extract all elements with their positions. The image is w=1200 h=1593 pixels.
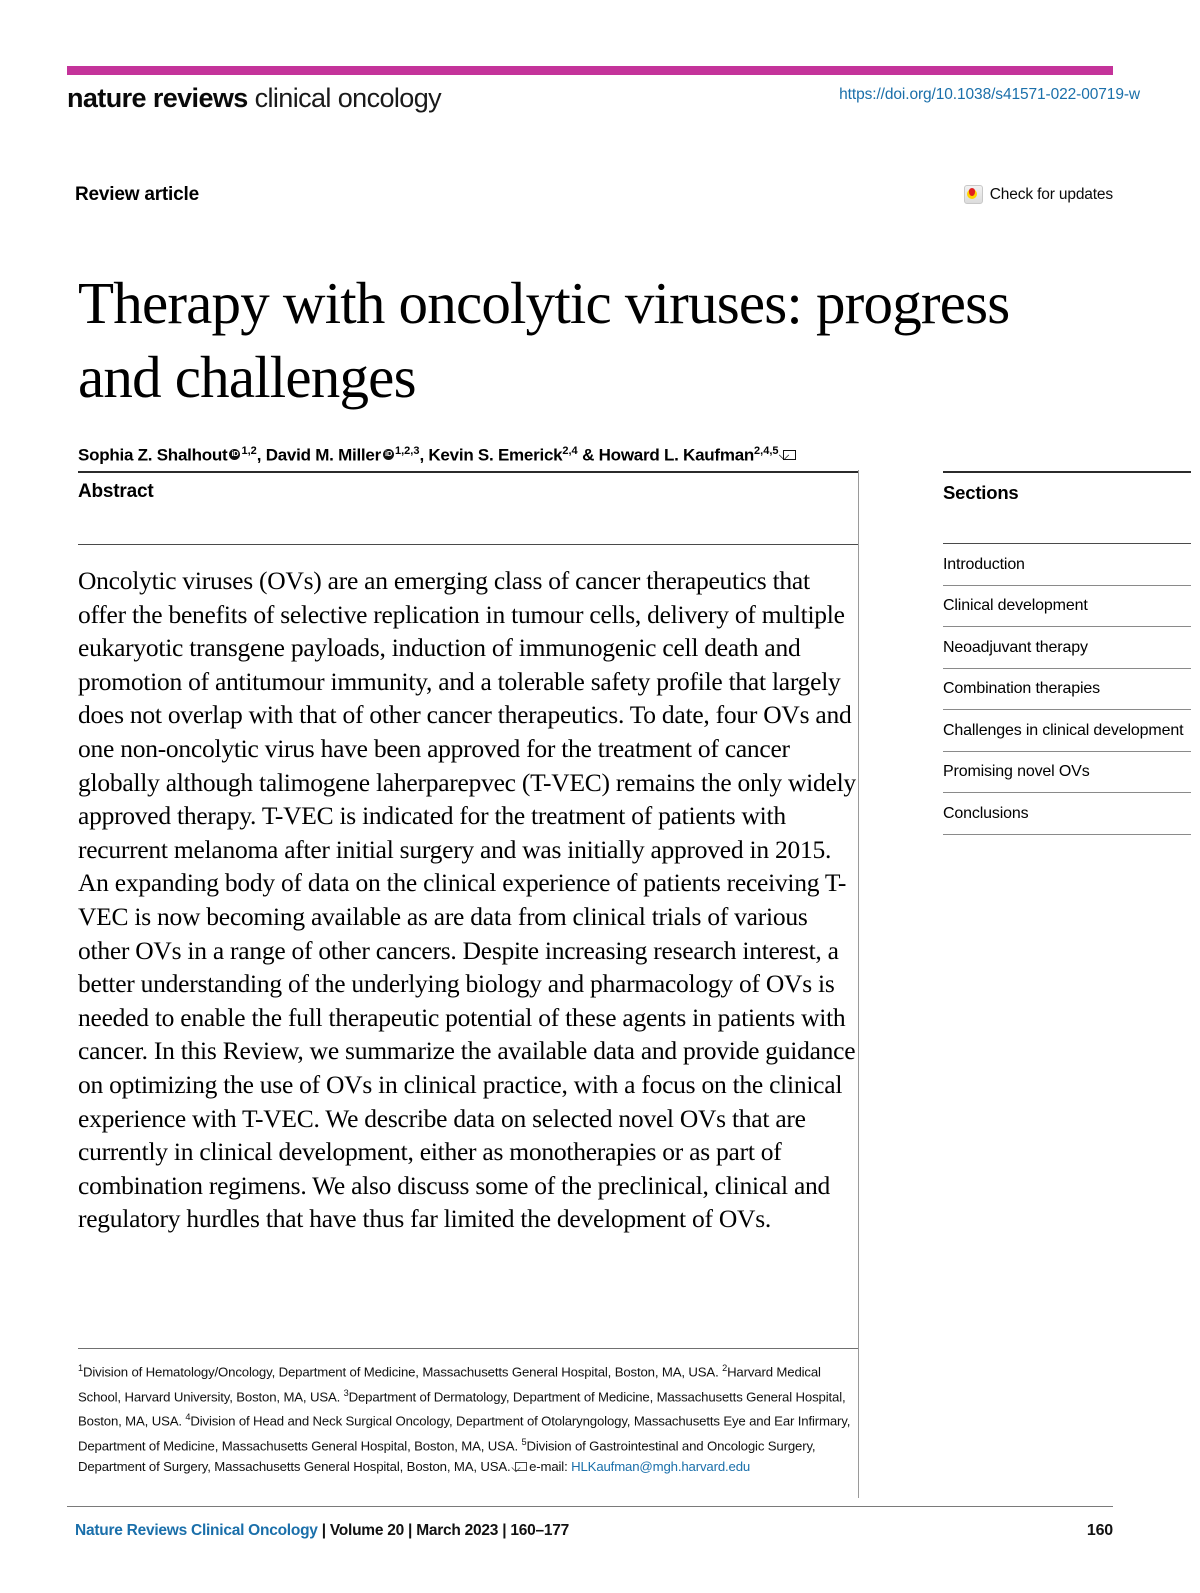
sections-column [943,468,1191,835]
sections-list [943,544,1191,835]
affiliation-text: Division of Gastrointestinal and Oncologic Surgery, Department of Surgery, Massachusetts General Hospital, Boston, MA, USA. [78,1438,816,1475]
author-separator: , [256,445,266,465]
sidebar-item-conclusions[interactable]: Conclusions [943,793,1191,835]
footer-volume-info: | Volume 20 | March 2023 | 160–177 [317,1522,569,1539]
doi-link[interactable]: https://doi.org/10.1038/s41571-022-00719-w [839,86,1140,103]
affiliation-text: Department of Dermatology, Department of Medicine, Massachusetts General Hospital, Boston, MA, USA. [78,1388,846,1429]
affiliations-rule [78,1348,858,1349]
footer-citation [75,1522,569,1539]
masthead [67,82,1140,122]
email-envelope-icon [515,1462,527,1471]
author-affiliation-marker: 2,4 [562,445,578,457]
check-for-updates-button[interactable] [964,185,1113,204]
affiliation-marker: 5 [521,1436,527,1447]
sections-heading: Sections [943,482,1019,503]
article-type-row [75,184,1113,210]
author-affiliation-marker: 1,2 [241,445,257,457]
author-affiliation-marker: 1,2,3 [394,445,420,457]
author-list [78,440,1113,467]
sidebar-item-combination-therapies[interactable]: Combination therapies [943,669,1191,711]
author-separator: & [577,445,599,465]
orcid-icon[interactable] [383,449,394,460]
abstract-text: Oncolytic viruses (OVs) are an emerging class of cancer therapeutics that offer the benefits of selective replication in tumour cells, delivery of multiple eukaryotic transgene payloads, induction of immunogenic cell death and promotion of antitumour immunity, and a tolerable safety profile that largely does not overlap with that of other cancer therapeutics. To date, four OVs and one non-oncolytic virus have been approved for the treatment of cancer globally although talimogene laherparepvec (T-VEC) remains the only widely approved therapy. T-VEC is indicated for the treatment of patients with recurrent melanoma after initial surgery and was initially approved in 2015. An expanding body of data on the clinical experience of patients receiving T-VEC is now becoming available as are data from clinical trials of various other OVs in a range of other cancers. Despite increasing research interest, a better understanding of the underlying biology and pharmacology of OVs is needed to enable the full therapeutic potential of these agents in patients with cancer. In this Review, we summarize the available data and provide guidance on optimizing the use of OVs in clinical practice, with a focus on the clinical experience with T-VEC. We describe data on selected novel OVs that are currently in clinical development, either as monotherapies or as part of combination regimens. We also discuss some of the preclinical, clinical and regulatory hurdles that have thus far limited the development of OVs. [78,566,856,1234]
author-name: David M. Miller [265,445,381,465]
footer-journal-name[interactable]: Nature Reviews Clinical Oncology [75,1522,318,1539]
footer-rule [67,1506,1113,1507]
email-label: e-mail: [529,1459,572,1475]
affiliations-text [78,1358,858,1478]
author-affiliation-marker: 2,4,5 [754,445,779,457]
column-divider [858,470,859,1498]
journal-name-bold: nature reviews [67,83,248,113]
affiliation-marker: 2 [722,1363,728,1373]
corresponding-author-envelope-icon[interactable] [783,450,796,460]
sidebar-item-promising-novel-ovs[interactable]: Promising novel OVs [943,752,1191,794]
affiliation-marker: 4 [185,1412,191,1423]
sidebar-item-clinical-development[interactable]: Clinical development [943,586,1191,628]
sidebar-item-neoadjuvant-therapy[interactable]: Neoadjuvant therapy [943,627,1191,669]
orcid-icon[interactable] [229,449,240,460]
affiliation-marker: 3 [343,1387,349,1398]
sidebar-item-challenges-in-clinical-development[interactable]: Challenges in clinical development [943,710,1191,752]
author-separator: , [419,445,429,465]
journal-name-light: clinical oncology [247,83,442,113]
author-name: Howard L. Kaufman [598,445,755,465]
affiliations-block [78,1348,858,1478]
page-number: 160 [1086,1522,1113,1539]
footer [75,1522,1113,1546]
author-name: Kevin S. Emerick [428,445,563,465]
abstract-heading: Abstract [78,481,154,502]
article-type-label: Review article [75,184,199,205]
crossmark-icon [964,185,983,204]
affiliation-text: Harvard Medical School, Harvard University, Boston, MA, USA. [78,1364,821,1404]
page-title: Therapy with oncolytic viruses: progress and challenges [78,269,1010,410]
affiliation-text: Division of Hematology/Oncology, Department of Medicine, Massachusetts General Hospital, Boston, MA, USA. [82,1364,723,1380]
affiliation-text: Division of Head and Neck Surgical Oncology, Department of Otolaryngology, Massachusetts Eye and Ear Infirmary, Department of Medicine, Massachusetts General Hospital, Boston, MA, USA. [78,1413,851,1454]
check-for-updates-label: Check for updates [989,185,1113,203]
sidebar-item-introduction[interactable]: Introduction [943,544,1191,586]
corresponding-email-link[interactable]: HLKaufman@mgh.harvard.edu [571,1459,751,1475]
abstract-column [78,468,858,1261]
affiliation-marker: 1 [78,1363,83,1373]
brand-accent-bar [67,66,1113,75]
author-name: Sophia Z. Shalhout [78,445,228,465]
abstract-heading-rule [78,544,858,545]
